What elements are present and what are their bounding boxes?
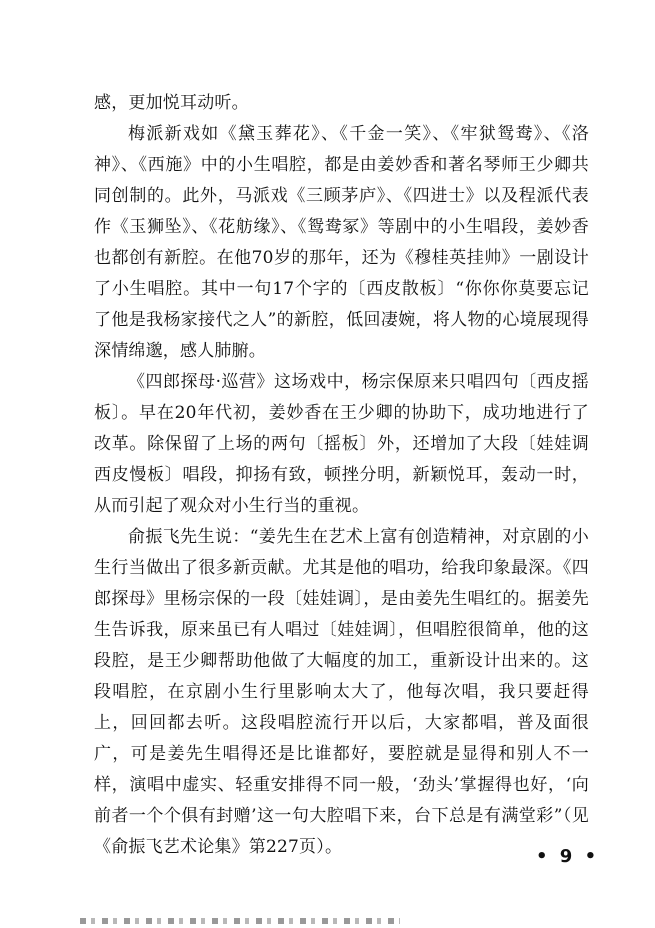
paragraph-mei-school: 梅派新戏如《黛玉葬花》、《千金一笑》、《牢狱鸳鸯》、《洛神》、《西施》中的小生唱腔，都是由姜妙香和著名琴师王少卿共同创制的。此外，马派戏《三顾茅庐》、《四进士》以及程派代表作《玉狮坠》、《花舫缘》、《鸳鸯冢》等剧中的小生唱段，姜妙香也都创有新腔。在他70岁的那年，还为《穆桂英挂帅》一剧设计了小生唱腔。其中一句17个字的〔西皮散板〕“你你你莫要忘记了他是我杨家接代之人”的新腔，低回凄婉，将人物的心境展现得深情绵邈，感人肺腑。: [94, 124, 589, 361]
paragraph-yu-zhenfei-quote: 俞振飞先生说：“姜先生在艺术上富有创造精神，对京剧的小生行当做出了很多新贡献。尤其是他的唱功，给我印象最深。《四郎探母》里杨宗保的一段〔娃娃调〕，是由姜先生唱红的。据姜先生告诉我，原来虽已有人唱过〔娃娃调〕，但唱腔很简单，他的这段腔，是王少卿帮助他做了大幅度的加工，重新设计出来的。这段唱腔，在京剧小生行里影响太大了，他每次唱，我只要赶得上，回回都去听。这段唱腔流行开以后，大家都唱，普及面很广，可是姜先生唱得还是比谁都好，要腔就是显得和别人不一样，演唱中虚实、轻重安排得不同一般，‘劲头’掌握得也好，‘向前者一个个俱有封赠’这一句大腔唱下来，台下总是有满堂彩”（见《俞振飞艺术论集》第227页）。: [94, 527, 589, 857]
paragraph-continuation: 感，更加悦耳动听。: [94, 93, 249, 113]
body-text: [94, 88, 589, 863]
scan-artifact: [80, 918, 400, 924]
paragraph-silang-tanmu: 《四郎探母·巡营》这场戏中，杨宗保原来只唱四句〔西皮摇板〕。早在20年代初，姜妙香在王少卿的协助下，成功地进行了改革。除保留了上场的两句〔摇板〕外，还增加了大段〔娃娃调西皮慢板〕唱段，抑扬有致，顿挫分明，新颖悦耳，轰动一时，从而引起了观众对小生行当的重视。: [94, 372, 589, 516]
page-number: • 9 •: [536, 846, 600, 867]
